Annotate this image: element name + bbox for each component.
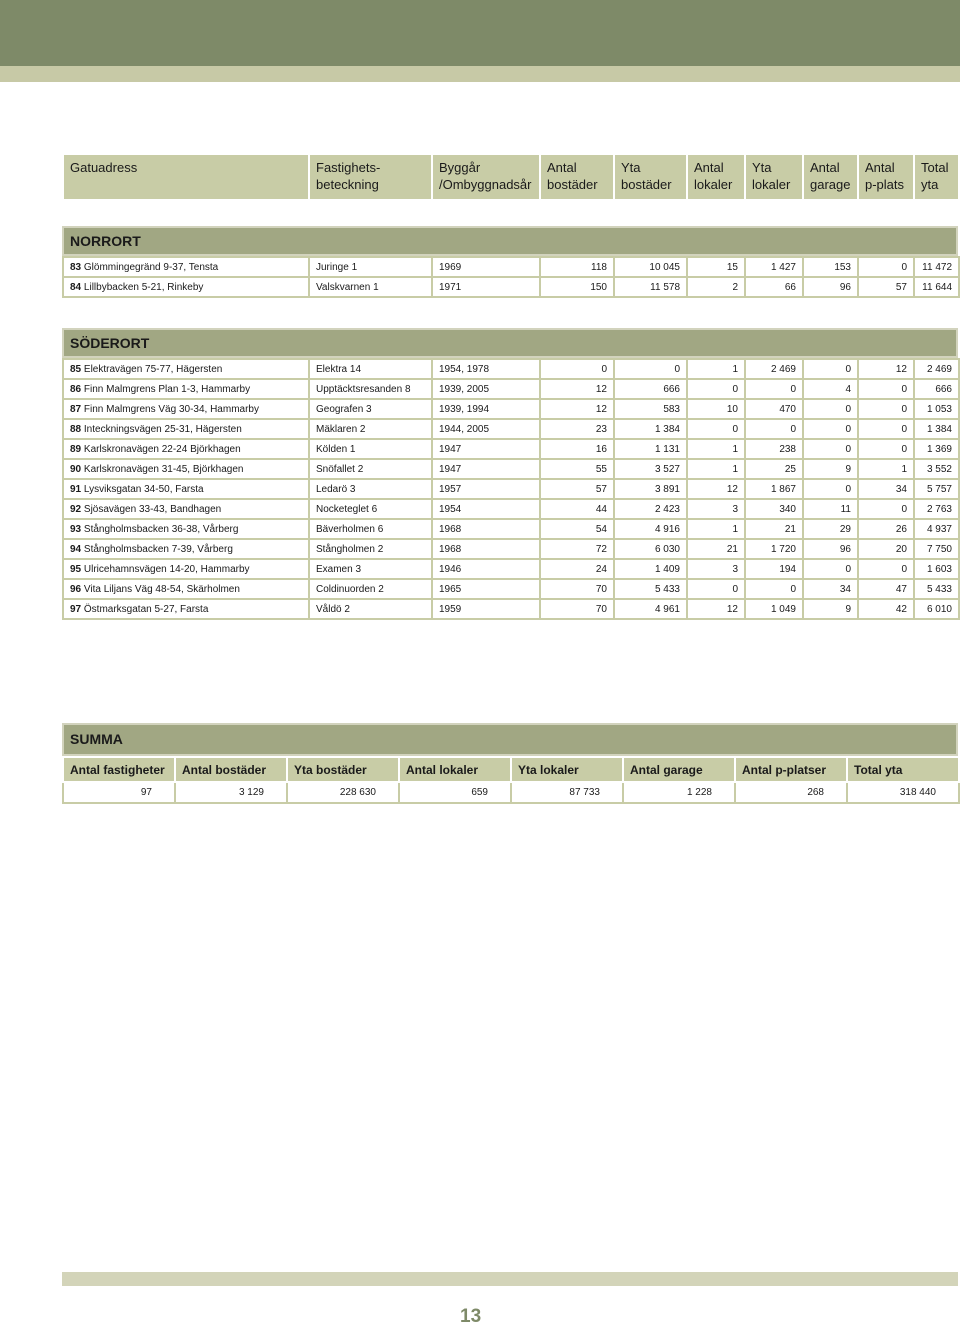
address-cell (63, 499, 309, 519)
table-cell: Snöfallet 2 (309, 459, 432, 479)
table-cell: 11 472 (914, 257, 959, 277)
section-title-soderort: SÖDERORT (62, 328, 958, 358)
table-cell: 10 045 (614, 257, 687, 277)
column-header-line: bostäder (621, 177, 672, 192)
table-cell: 1 720 (745, 539, 803, 559)
summa-value: 228 630 (287, 782, 399, 803)
table-row (63, 359, 959, 379)
table-cell: 42 (858, 599, 914, 619)
column-header-line: p-plats (865, 177, 905, 192)
table-cell: 2 423 (614, 499, 687, 519)
street-address: Ulricehamnsvägen 14-20, Hammarby (83, 563, 250, 575)
summa-value: 659 (399, 782, 511, 803)
table-cell: Våldö 2 (309, 599, 432, 619)
table-cell: 70 (540, 599, 614, 619)
table-row (63, 599, 959, 619)
property-number: 85 (70, 363, 82, 375)
property-number: 83 (70, 261, 82, 273)
table-cell: 0 (803, 359, 858, 379)
column-header (745, 154, 803, 200)
table-row (63, 379, 959, 399)
property-number: 97 (70, 603, 82, 615)
column-header (858, 154, 914, 200)
table-cell: Nocketeglet 6 (309, 499, 432, 519)
table-cell: 7 750 (914, 539, 959, 559)
table-row (63, 459, 959, 479)
table-cell: 96 (803, 277, 858, 297)
table-row (63, 579, 959, 599)
table-cell: 2 469 (914, 359, 959, 379)
column-header-line: Total (921, 160, 949, 175)
summa-value: 97 (63, 782, 175, 803)
property-number: 90 (70, 463, 82, 475)
table-cell: 6 010 (914, 599, 959, 619)
street-address: Vita Liljans Väg 48-54, Skärholmen (83, 583, 240, 595)
street-address: Glömmingegränd 9-37, Tensta (83, 261, 219, 273)
table-row (63, 399, 959, 419)
table-row (63, 257, 959, 277)
property-number: 88 (70, 423, 82, 435)
table-cell: Ledarö 3 (309, 479, 432, 499)
street-address: Stångholmsbacken 36-38, Vårberg (83, 523, 239, 535)
table-cell: 6 030 (614, 539, 687, 559)
table-cell: 12 (687, 479, 745, 499)
table-cell: 0 (614, 359, 687, 379)
column-header (803, 154, 858, 200)
page-number: 13 (460, 1306, 482, 1327)
table-cell: 0 (803, 399, 858, 419)
address-cell (63, 419, 309, 439)
table-cell: Bäverholmen 6 (309, 519, 432, 539)
table-cell: 153 (803, 257, 858, 277)
table-cell: 1957 (432, 479, 540, 499)
table-cell: 1 409 (614, 559, 687, 579)
table-cell: 44 (540, 499, 614, 519)
property-number: 95 (70, 563, 82, 575)
table-cell: 1 603 (914, 559, 959, 579)
table-cell: 2 (687, 277, 745, 297)
table-cell: 15 (687, 257, 745, 277)
table-cell: 1 867 (745, 479, 803, 499)
table-cell: 1954, 1978 (432, 359, 540, 379)
table-cell: 66 (745, 277, 803, 297)
property-number: 96 (70, 583, 82, 595)
summa-header: Antal bostäder (175, 757, 287, 782)
table-cell: 1946 (432, 559, 540, 579)
table-cell: Mäklaren 2 (309, 419, 432, 439)
table-cell: 72 (540, 539, 614, 559)
table-cell: 3 891 (614, 479, 687, 499)
soderort-table (62, 358, 960, 620)
table-cell: 96 (803, 539, 858, 559)
address-cell (63, 277, 309, 297)
street-address: Finn Malmgrens Väg 30-34, Hammarby (83, 403, 259, 415)
table-cell: 55 (540, 459, 614, 479)
summa-table (62, 756, 960, 804)
table-cell: 34 (858, 479, 914, 499)
property-number: 87 (70, 403, 82, 415)
section-title-summa: SUMMA (62, 723, 958, 756)
table-cell: 5 757 (914, 479, 959, 499)
table-cell: 5 433 (614, 579, 687, 599)
table-cell: 1959 (432, 599, 540, 619)
street-address: Elektravägen 75-77, Hägersten (83, 363, 223, 375)
table-cell: Upptäcktsresanden 8 (309, 379, 432, 399)
table-row (63, 277, 959, 297)
column-header (614, 154, 687, 200)
table-cell: 0 (803, 479, 858, 499)
table-cell: 666 (914, 379, 959, 399)
table-cell: 2 763 (914, 499, 959, 519)
table-cell: 340 (745, 499, 803, 519)
table-cell: 16 (540, 439, 614, 459)
table-cell: 1939, 1994 (432, 399, 540, 419)
table-cell: 29 (803, 519, 858, 539)
address-cell (63, 359, 309, 379)
section-soderort (62, 328, 958, 620)
property-number: 89 (70, 443, 82, 455)
table-cell: 1971 (432, 277, 540, 297)
street-address: Karlskronavägen 31-45, Björkhagen (83, 463, 244, 475)
address-cell (63, 539, 309, 559)
table-cell: 0 (687, 579, 745, 599)
table-row (63, 439, 959, 459)
table-row (63, 559, 959, 579)
column-header-line: Yta (752, 160, 772, 175)
table-cell: 1939, 2005 (432, 379, 540, 399)
table-cell: 0 (858, 399, 914, 419)
summa-header-row (63, 757, 959, 782)
column-header-line: garage (810, 177, 851, 192)
table-row (63, 519, 959, 539)
address-cell (63, 519, 309, 539)
table-cell: 583 (614, 399, 687, 419)
section-title-norrort: NORRORT (62, 226, 958, 256)
table-cell: 21 (745, 519, 803, 539)
table-cell: 11 644 (914, 277, 959, 297)
property-number: 91 (70, 483, 82, 495)
column-header-line: Antal (547, 160, 577, 175)
table-cell: 12 (540, 379, 614, 399)
table-cell: 57 (858, 277, 914, 297)
column-header (914, 154, 959, 200)
street-address: Stångholmsbacken 7-39, Vårberg (83, 543, 233, 555)
table-cell: 3 527 (614, 459, 687, 479)
address-cell (63, 399, 309, 419)
address-cell (63, 479, 309, 499)
table-cell: 0 (858, 439, 914, 459)
table-cell: 1968 (432, 519, 540, 539)
table-cell: 1 (687, 519, 745, 539)
table-cell: 1 427 (745, 257, 803, 277)
column-header-line: Byggår (439, 160, 481, 175)
table-cell: Juringe 1 (309, 257, 432, 277)
table-cell: 238 (745, 439, 803, 459)
table-cell: 25 (745, 459, 803, 479)
summa-value: 268 (735, 782, 847, 803)
street-address: Lillbybacken 5-21, Rinkeby (83, 281, 204, 293)
column-header-line: beteckning (316, 177, 379, 192)
address-cell (63, 459, 309, 479)
table-cell: 3 (687, 499, 745, 519)
table-cell: 23 (540, 419, 614, 439)
table-cell: 3 (687, 559, 745, 579)
summa-header: Yta lokaler (511, 757, 623, 782)
column-header-row (63, 154, 959, 200)
column-header (432, 154, 540, 200)
table-cell: 0 (540, 359, 614, 379)
norrort-table (62, 256, 960, 298)
table-cell: 4 916 (614, 519, 687, 539)
table-cell: 1 053 (914, 399, 959, 419)
table-cell: 21 (687, 539, 745, 559)
table-cell: 1 (687, 359, 745, 379)
table-cell: 1947 (432, 439, 540, 459)
table-cell: 70 (540, 579, 614, 599)
table-cell: 118 (540, 257, 614, 277)
street-address: Finn Malmgrens Plan 1-3, Hammarby (83, 383, 251, 395)
table-cell: 1965 (432, 579, 540, 599)
table-row (63, 479, 959, 499)
table-cell: 26 (858, 519, 914, 539)
table-cell: 3 552 (914, 459, 959, 479)
summa-header: Antal garage (623, 757, 735, 782)
table-cell: 4 (803, 379, 858, 399)
table-cell: 0 (803, 559, 858, 579)
table-cell: 10 (687, 399, 745, 419)
table-cell: 20 (858, 539, 914, 559)
table-cell: 1 (687, 459, 745, 479)
table-cell: 12 (540, 399, 614, 419)
table-cell: 12 (687, 599, 745, 619)
property-number: 92 (70, 503, 82, 515)
table-cell: Coldinuorden 2 (309, 579, 432, 599)
column-header (540, 154, 614, 200)
property-number: 93 (70, 523, 82, 535)
top-accent-band (0, 66, 960, 82)
table-cell: 54 (540, 519, 614, 539)
street-address: Östmarksgatan 5-27, Farsta (83, 603, 209, 615)
section-norrort (62, 226, 958, 298)
address-cell (63, 439, 309, 459)
summa-value: 3 129 (175, 782, 287, 803)
table-cell: 0 (858, 257, 914, 277)
summa-header: Antal p-platser (735, 757, 847, 782)
street-address: Lysviksgatan 34-50, Farsta (83, 483, 204, 495)
address-cell (63, 579, 309, 599)
table-cell: 1 384 (914, 419, 959, 439)
property-number: 94 (70, 543, 82, 555)
table-row (63, 499, 959, 519)
table-cell: 1944, 2005 (432, 419, 540, 439)
table-cell: 0 (745, 379, 803, 399)
address-cell (63, 379, 309, 399)
table-cell: Kölden 1 (309, 439, 432, 459)
table-cell: 57 (540, 479, 614, 499)
table-cell: Geografen 3 (309, 399, 432, 419)
section-summa (62, 723, 958, 804)
summa-header: Total yta (847, 757, 959, 782)
column-header-line: Antal (810, 160, 840, 175)
table-cell: 5 433 (914, 579, 959, 599)
table-cell: 0 (858, 559, 914, 579)
summa-header: Yta bostäder (287, 757, 399, 782)
table-cell: 12 (858, 359, 914, 379)
table-cell: 0 (745, 419, 803, 439)
table-cell: 1969 (432, 257, 540, 277)
table-cell: 9 (803, 599, 858, 619)
table-cell: 150 (540, 277, 614, 297)
summa-value-row (63, 782, 959, 803)
table-cell: 11 (803, 499, 858, 519)
table-cell: Stångholmen 2 (309, 539, 432, 559)
column-header-line: yta (921, 177, 939, 192)
table-cell: 0 (687, 379, 745, 399)
table-cell: 11 578 (614, 277, 687, 297)
table-cell: 0 (745, 579, 803, 599)
column-header-table (62, 153, 960, 201)
table-cell: 1 384 (614, 419, 687, 439)
table-cell: 1 (858, 459, 914, 479)
summa-value: 1 228 (623, 782, 735, 803)
table-cell: 1 (687, 439, 745, 459)
column-header-line: Fastighets- (316, 160, 381, 175)
table-cell: 1 131 (614, 439, 687, 459)
address-cell (63, 599, 309, 619)
table-cell: Valskvarnen 1 (309, 277, 432, 297)
summa-value: 318 440 (847, 782, 959, 803)
table-cell: 0 (858, 379, 914, 399)
column-header-line: /Ombyggnadsår (439, 177, 532, 192)
column-header-line: Gatuadress (70, 160, 138, 175)
table-cell: Examen 3 (309, 559, 432, 579)
column-header (687, 154, 745, 200)
table-cell: 194 (745, 559, 803, 579)
table-cell: 666 (614, 379, 687, 399)
table-cell: 4 937 (914, 519, 959, 539)
table-row (63, 419, 959, 439)
table-cell: 0 (803, 419, 858, 439)
table-cell: 1 049 (745, 599, 803, 619)
column-header-line: bostäder (547, 177, 598, 192)
summa-value: 87 733 (511, 782, 623, 803)
top-color-band (0, 0, 960, 66)
table-cell: Elektra 14 (309, 359, 432, 379)
table-cell: 24 (540, 559, 614, 579)
table-cell: 470 (745, 399, 803, 419)
address-cell (63, 257, 309, 277)
column-header-line: Antal (865, 160, 895, 175)
street-address: Karlskronavägen 22-24 Björkhagen (83, 443, 241, 455)
summa-header: Antal lokaler (399, 757, 511, 782)
street-address: Inteckningsvägen 25-31, Hägersten (83, 423, 242, 435)
table-cell: 47 (858, 579, 914, 599)
table-cell: 1954 (432, 499, 540, 519)
table-cell: 9 (803, 459, 858, 479)
table-cell: 0 (803, 439, 858, 459)
column-header (309, 154, 432, 200)
street-address: Sjösavägen 33-43, Bandhagen (83, 503, 222, 515)
table-row (63, 539, 959, 559)
table-cell: 0 (858, 499, 914, 519)
table-cell: 1 369 (914, 439, 959, 459)
column-header-line: lokaler (752, 177, 791, 192)
column-header-line: Antal (694, 160, 724, 175)
column-header-line: lokaler (694, 177, 733, 192)
table-cell: 0 (687, 419, 745, 439)
property-number: 86 (70, 383, 82, 395)
bottom-color-band (62, 1272, 958, 1286)
property-number: 84 (70, 281, 82, 293)
table-cell: 1968 (432, 539, 540, 559)
address-cell (63, 559, 309, 579)
column-header (63, 154, 309, 200)
table-cell: 0 (858, 419, 914, 439)
table-cell: 34 (803, 579, 858, 599)
table-cell: 1947 (432, 459, 540, 479)
table-cell: 2 469 (745, 359, 803, 379)
summa-header: Antal fastigheter (63, 757, 175, 782)
table-cell: 4 961 (614, 599, 687, 619)
column-header-line: Yta (621, 160, 641, 175)
